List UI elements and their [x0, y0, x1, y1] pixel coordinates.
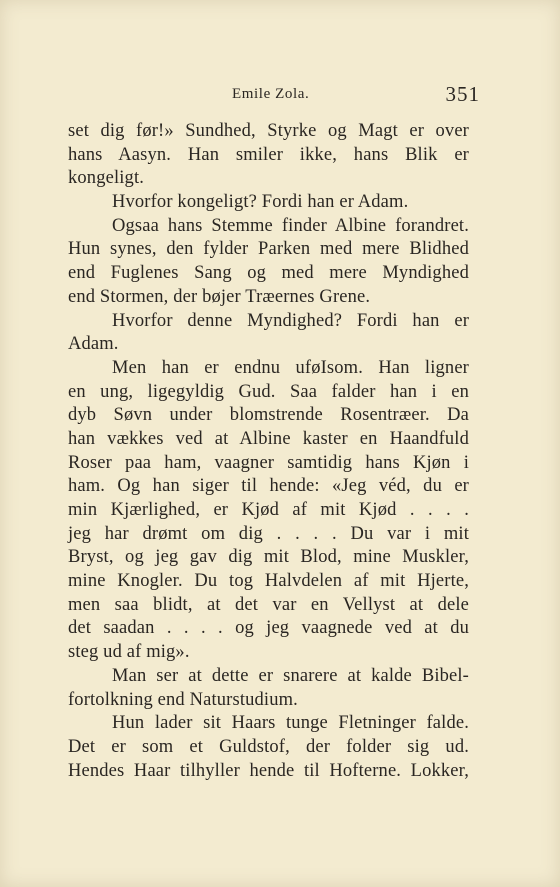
text-line: steg ud af mig». [68, 642, 190, 663]
text-line: Man ser at dette er snarere at kalde Bibel- [112, 665, 469, 686]
text-line: men saa blidt, at det var en Vellyst at dele [68, 594, 469, 615]
text-line: Men han er endnu uføIsom. Han ligner [112, 357, 469, 378]
text-line: Ogsaa hans Stemme finder Albine forandret. [112, 215, 469, 236]
text-line: mine Knogler. Du tog Halvdelen af mit Hjerte, [68, 571, 469, 592]
text-line: min Kjærlighed, er Kjød af mit Kjød . . . . [68, 500, 469, 520]
text-line: Hendes Haar tilhyller hende til Hofterne. Lokker, [68, 760, 469, 781]
text-line: en ung, ligegyldig Gud. Saa falder han i en [68, 381, 469, 402]
text-line: Adam. [68, 334, 119, 355]
text-line: Hun lader sit Haars tunge Fletninger falde. [112, 713, 469, 734]
text-line: Hvorfor kongeligt? Fordi han er Adam. [112, 192, 409, 213]
text-line: Bryst, og jeg gav dig mit Blod, mine Muskler, [68, 547, 469, 568]
running-head: Emile Zola. [232, 86, 310, 102]
text-line: hans Aasyn. Han smiler ikke, hans Blik er [68, 144, 469, 165]
text-line: set dig før!» Sundhed, Styrke og Magt er over [68, 121, 469, 141]
text-line: Det er som et Guldstof, der folder sig ud. [68, 736, 469, 757]
text-line: det saadan . . . . og jeg vaagnede ved at du [68, 618, 469, 639]
page-number: 351 [445, 82, 480, 106]
text-line: jeg har drømt om dig . . . . Du var i mit [68, 523, 469, 544]
text-line: dyb Søvn under blomstrende Rosentræer. Da [68, 405, 469, 426]
text-line: kongeligt. [68, 168, 145, 189]
text-line: end Stormen, der bøjer Træernes Grene. [68, 286, 371, 307]
text-line: end Fuglenes Sang og med mere Myndighed [68, 263, 469, 284]
page-header [68, 82, 480, 106]
text-line: Hun synes, den fylder Parken med mere Blidhed [68, 239, 469, 260]
text-line: Hvorfor denne Myndighed? Fordi han er [112, 310, 469, 331]
text-line: han vækkes ved at Albine kaster en Haandfuld [68, 428, 469, 449]
text-line: fortolkning end Naturstudium. [68, 689, 298, 710]
text-line: Roser paa ham, vaagner samtidig hans Kjøn i [68, 452, 469, 473]
body-text [68, 120, 469, 783]
text-line: ham. Og han siger til hende: «Jeg véd, du er [68, 476, 469, 497]
